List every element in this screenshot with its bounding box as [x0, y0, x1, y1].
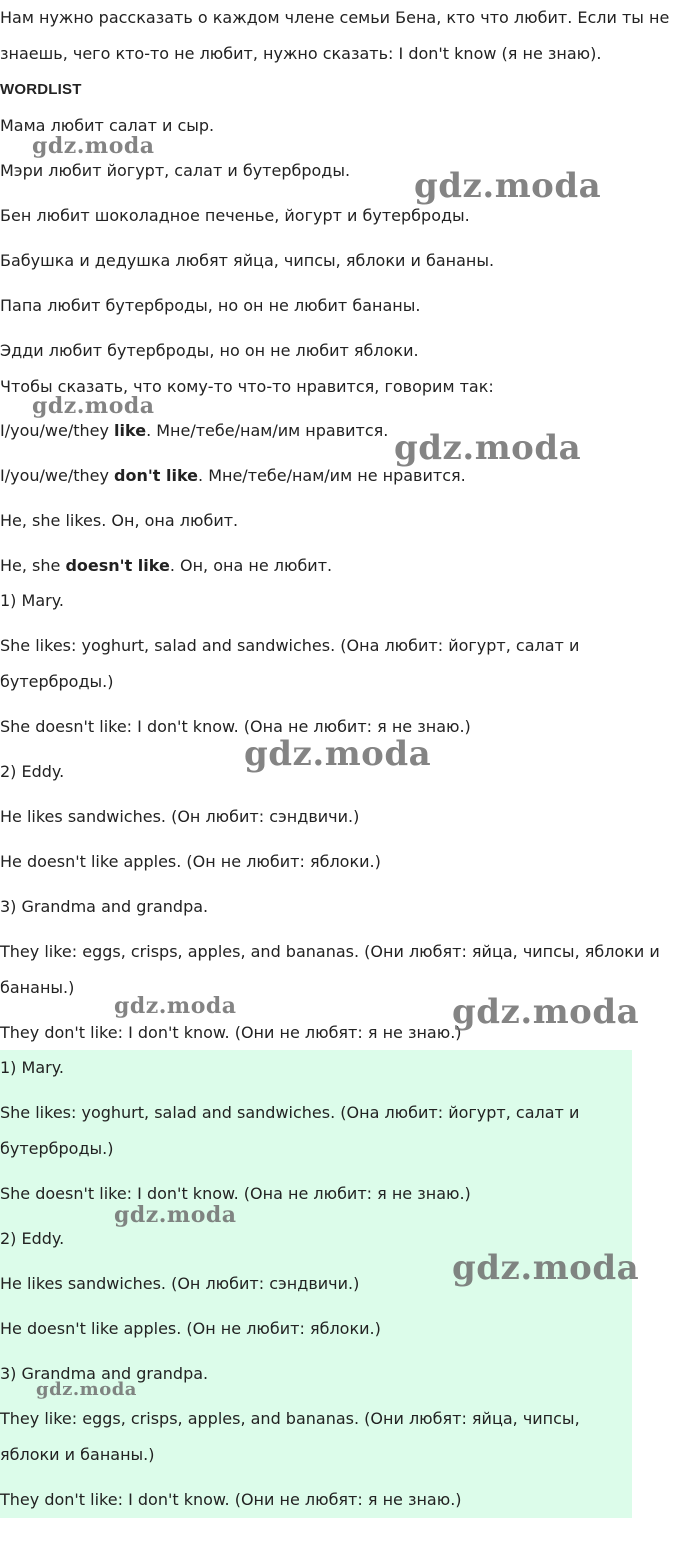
answer-eddy-title: 2) Eddy. — [0, 762, 65, 781]
box-mary-dislikes: She doesn't like: I don't know. (Она не любит: я не знаю.) — [0, 1184, 471, 1203]
box-mary-likes-cont: бутерброды.) — [0, 1139, 114, 1158]
watermark-logo: gdz.moda — [36, 1379, 137, 1400]
watermark-logo: gdz.moda — [32, 133, 155, 159]
grammar-text: He, she like — [0, 511, 93, 530]
intro-line-2: знаешь, чего кто-то не любит, нужно сказать: I don't know (я не знаю). — [0, 44, 602, 63]
box-grand-likes-cont: яблоки и бананы.) — [0, 1445, 155, 1464]
answer-mary-likes: She likes: yoghurt, salad and sandwiches. (Она любит: йогурт, салат и — [0, 636, 580, 655]
box-eddy-likes: He likes sandwiches. (Он любит: сэндвичи.) — [0, 1274, 360, 1293]
grammar-text: . Он, она не любит. — [169, 556, 333, 575]
grammar-likes-rule — [0, 511, 238, 531]
answer-eddy-dislikes: He doesn't like apples. (Он не любит: яблоки.) — [0, 852, 381, 871]
answer-eddy-likes: He likes sandwiches. (Он любит: сэндвичи.) — [0, 807, 360, 826]
grammar-text: I/you/we/they — [0, 466, 115, 485]
grammar-bold: don't like — [114, 466, 199, 485]
wordlist-item: Бабушка и дедушка любят яйца, чипсы, яблоки и бананы. — [0, 251, 495, 270]
wordlist-item: Мама любит салат и сыр. — [0, 116, 215, 135]
grammar-like-rule — [0, 421, 388, 441]
watermark-logo: gdz.moda — [244, 734, 432, 774]
wordlist-item: Папа любит бутерброды, но он не любит бананы. — [0, 296, 421, 315]
watermark-logo: gdz.moda — [114, 1202, 237, 1228]
box-eddy-title: 2) Eddy. — [0, 1229, 65, 1248]
grammar-text: . Он, она любит. — [101, 511, 239, 530]
grammar-text: I/you/we/they — [0, 421, 115, 440]
watermark-logo: gdz.moda — [114, 993, 237, 1019]
box-mary-likes: She likes: yoghurt, salad and sandwiches. (Она любит: йогурт, салат и — [0, 1103, 580, 1122]
watermark-logo: gdz.moda — [414, 166, 602, 206]
box-grand-likes: They like: eggs, crisps, apples, and bananas. (Они любят: яйца, чипсы, — [0, 1409, 580, 1428]
watermark-logo: gdz.moda — [394, 428, 582, 468]
wordlist-heading: WORDLIST — [0, 81, 82, 98]
answer-grand-likes: They like: eggs, crisps, apples, and bananas. (Они любят: яйца, чипсы, яблоки и — [0, 942, 660, 961]
box-grand-dislikes: They don't like: I don't know. (Они не любят: я не знаю.) — [0, 1490, 462, 1509]
answer-mary-likes-cont: бутерброды.) — [0, 672, 114, 691]
box-grand-title: 3) Grandma and grandpa. — [0, 1364, 209, 1383]
box-mary-title: 1) Mary. — [0, 1058, 64, 1077]
grammar-text: s — [92, 511, 102, 530]
answer-mary-title: 1) Mary. — [0, 591, 64, 610]
grammar-doesnt-like-rule — [0, 556, 332, 576]
answer-grand-likes-cont: бананы.) — [0, 978, 75, 997]
grammar-bold: doesn't like — [65, 556, 170, 575]
wordlist-item: Бен любит шоколадное печенье, йогурт и бутерброды. — [0, 206, 470, 225]
grammar-bold: like — [114, 421, 147, 440]
grammar-dont-like-rule — [0, 466, 466, 486]
intro-line-1: Нам нужно рассказать о каждом члене семьи Бена, кто что любит. Если ты не — [0, 8, 670, 27]
answer-box — [0, 1050, 632, 1518]
wordlist-item: Эдди любит бутерброды, но он не любит яблоки. — [0, 341, 419, 360]
answer-grand-dislikes: They don't like: I don't know. (Они не любят: я не знаю.) — [0, 1023, 462, 1042]
answer-grand-title: 3) Grandma and grandpa. — [0, 897, 209, 916]
grammar-intro: Чтобы сказать, что кому-то что-то нравится, говорим так: — [0, 377, 494, 396]
grammar-text: . Мне/тебе/нам/им нравится. — [146, 421, 389, 440]
watermark-logo: gdz.moda — [32, 393, 155, 419]
wordlist-item: Мэри любит йогурт, салат и бутерброды. — [0, 161, 351, 180]
watermark-logo: gdz.moda — [452, 992, 640, 1032]
grammar-text: He, she — [0, 556, 66, 575]
answer-mary-dislikes: She doesn't like: I don't know. (Она не любит: я не знаю.) — [0, 717, 471, 736]
watermark-logo: gdz.moda — [452, 1248, 640, 1288]
grammar-text: . Мне/тебе/нам/им не нравится. — [198, 466, 466, 485]
box-eddy-dislikes: He doesn't like apples. (Он не любит: яблоки.) — [0, 1319, 381, 1338]
